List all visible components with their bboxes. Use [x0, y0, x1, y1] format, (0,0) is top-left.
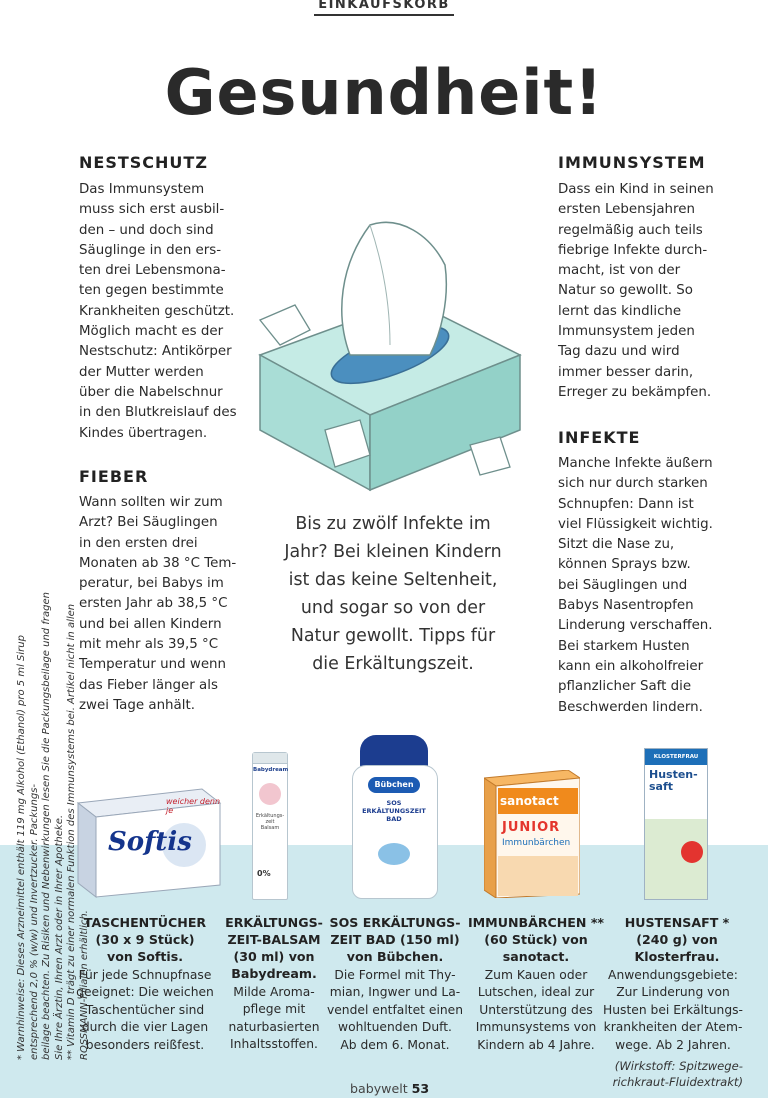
- text-immunsystem: Dass ein Kind in seinen ersten Lebensjahren regelmäßig auch teils fiebrige Infekte durch- macht, ist von der Natur so gewollt. So lernt das kindliche Immunsystem jeden Tag dazu und wird immer besser darin, Erreger zu bekämpfen.: [558, 182, 714, 400]
- product-desc-buebchen: Die Formel mit Thy- mian, Ingwer und La- vendel entfaltet einen wohltuenden Duft. Ab dem 6. Monat.: [326, 968, 464, 1052]
- sanotact-product-label: Immunbärchen: [502, 838, 571, 848]
- product-desc-softis: Für jede Schnupfnase geeignet: Die weichen Taschentücher sind durch die vier Lagen besonders reißfest.: [76, 968, 214, 1052]
- product-name-babydream: ERKÄLTUNGS- ZEIT-BALSAM (30 ml) von Babydream.: [225, 915, 323, 981]
- heading-fieber: FIEBER: [79, 467, 149, 486]
- sanotact-package: [484, 770, 580, 898]
- text-nestschutz: Das Immunsystem muss sich erst ausbil- den – und doch sind Säuglinge in den ers- ten drei Lebensmona- ten gegen bestimmte Krankheiten geschützt. Möglich macht es der Nestschutz: Antikörper der Mutter werden über die Nabelschnur in den Blutkreislauf des Kindes übertragen.: [79, 182, 237, 441]
- wirkstoff-note: (Wirkstoff: Spitzwege- richkraut-Fluidextrakt): [612, 1059, 743, 1089]
- product-name-buebchen: SOS ERKÄLTUNGS- ZEIT BAD (150 ml) von Bübchen.: [329, 915, 461, 964]
- product-name-klosterfrau: HUSTENSAFT * (240 g) von Klosterfrau.: [624, 915, 730, 964]
- softis-logo-text: Softis: [108, 827, 192, 857]
- babydream-pack-label: Erkältungs- zeit Balsam: [255, 813, 285, 831]
- sanotact-logo-text: sanotact: [500, 794, 559, 808]
- tube-cap: [253, 753, 287, 764]
- heading-immunsystem: IMMUNSYSTEM: [558, 153, 706, 172]
- product-name-sanotact: IMMUNBÄRCHEN ** (60 Stück) von sanotact.: [467, 915, 605, 964]
- product-desc-sanotact: Zum Kauen oder Lutschen, ideal zur Unterstützung des Immunsystems von Kindern ab 4 Jahre.: [475, 968, 597, 1052]
- tissue-box-illustration: [240, 205, 540, 505]
- product-desc-babydream: Milde Aroma- pflege mit naturbasierten Inhaltsstoffen.: [228, 985, 320, 1052]
- page-title: Gesundheit!: [164, 56, 604, 129]
- klosterfrau-package: [644, 748, 708, 900]
- page-footer: [350, 1081, 429, 1096]
- babydream-tube: [252, 752, 288, 900]
- bottle-cap: [360, 735, 428, 769]
- babydream-logo-text: Babydream: [253, 767, 289, 773]
- mascot-icon: [259, 783, 281, 805]
- babydream-badge: 0%: [257, 869, 271, 878]
- softis-package: [74, 785, 224, 900]
- buebchen-bottle: [350, 735, 438, 897]
- section-kicker: EINKAUFSKORB: [0, 0, 768, 12]
- heading-nestschutz: NESTSCHUTZ: [79, 153, 208, 172]
- klosterfrau-pack-label: Husten- saft: [649, 768, 698, 793]
- product-name-softis: TASCHENTÜCHER (30 x 9 Stück) von Softis.: [83, 915, 207, 964]
- page-number: 53: [411, 1081, 430, 1096]
- klosterfrau-logo-text: KLOSTERFRAU: [645, 749, 707, 765]
- text-fieber: Wann sollten wir zum Arzt? Bei Säuglingen in den ersten drei Monaten ab 38 °C Tem- peratur, bei Babys im ersten Jahr ab 38,5 °C und bei allen Kindern mit mehr als 39,5 °C Temperatur und wenn das Fieber länger als zwei Tage anhält.: [79, 495, 237, 713]
- whale-icon: [378, 843, 410, 865]
- kids-badge-icon: [681, 841, 703, 863]
- sanotact-junior-label: JUNIOR: [502, 820, 561, 835]
- pull-quote: Bis zu zwölf Infekte im Jahr? Bei kleinen Kindern ist das keine Seltenheit, und sogar so von der Natur gewollt. Tipps für die Erkältungszeit.: [284, 514, 502, 674]
- footer-brand: babywelt: [350, 1081, 408, 1096]
- heading-infekte: INFEKTE: [558, 428, 641, 447]
- side-disclaimer: * Warnhinweise: Dieses Arzneimittel enthält 119 mg Alkohol (Ethanol) pro 5 ml Sirup entsprechend 2,0 % (w/w) und Invertzucker. Packungs- beilage beachten. Zu Risiken und Nebenwirkungen lesen Sie die Packungsbeilage und fragen Sie Ihre Ärztin, Ihren Arzt oder in Ihrer Apotheke. ** Vitamin D trägt zu einer normalen Funktion des Immunsystems bei. Artikel nicht in allen ROSSMANN-Filialen erhältlich.: [16, 592, 90, 1060]
- softis-slogan: weicher denn je: [166, 797, 221, 815]
- product-desc-klosterfrau: Anwendungsgebiete: Zur Linderung von Husten bei Erkältungs- krankheiten der Atem- wege. Ab 2 Jahren.: [603, 968, 743, 1052]
- text-infekte: Manche Infekte äußern sich nur durch starken Schnupfen: Dann ist viel Flüssigkeit wichtig. Sitzt die Nase zu, können Sprays bzw. bei Säuglingen und Babys Nasentropfen Linderung verschaffen. Bei starkem Husten kann ein alkoholfreier pflanzlicher Saft die Beschwerden lindern.: [558, 456, 713, 715]
- buebchen-pack-label: SOS ERKÄLTUNGSZEIT BAD: [362, 799, 426, 823]
- buebchen-logo-text: Bübchen: [368, 777, 420, 793]
